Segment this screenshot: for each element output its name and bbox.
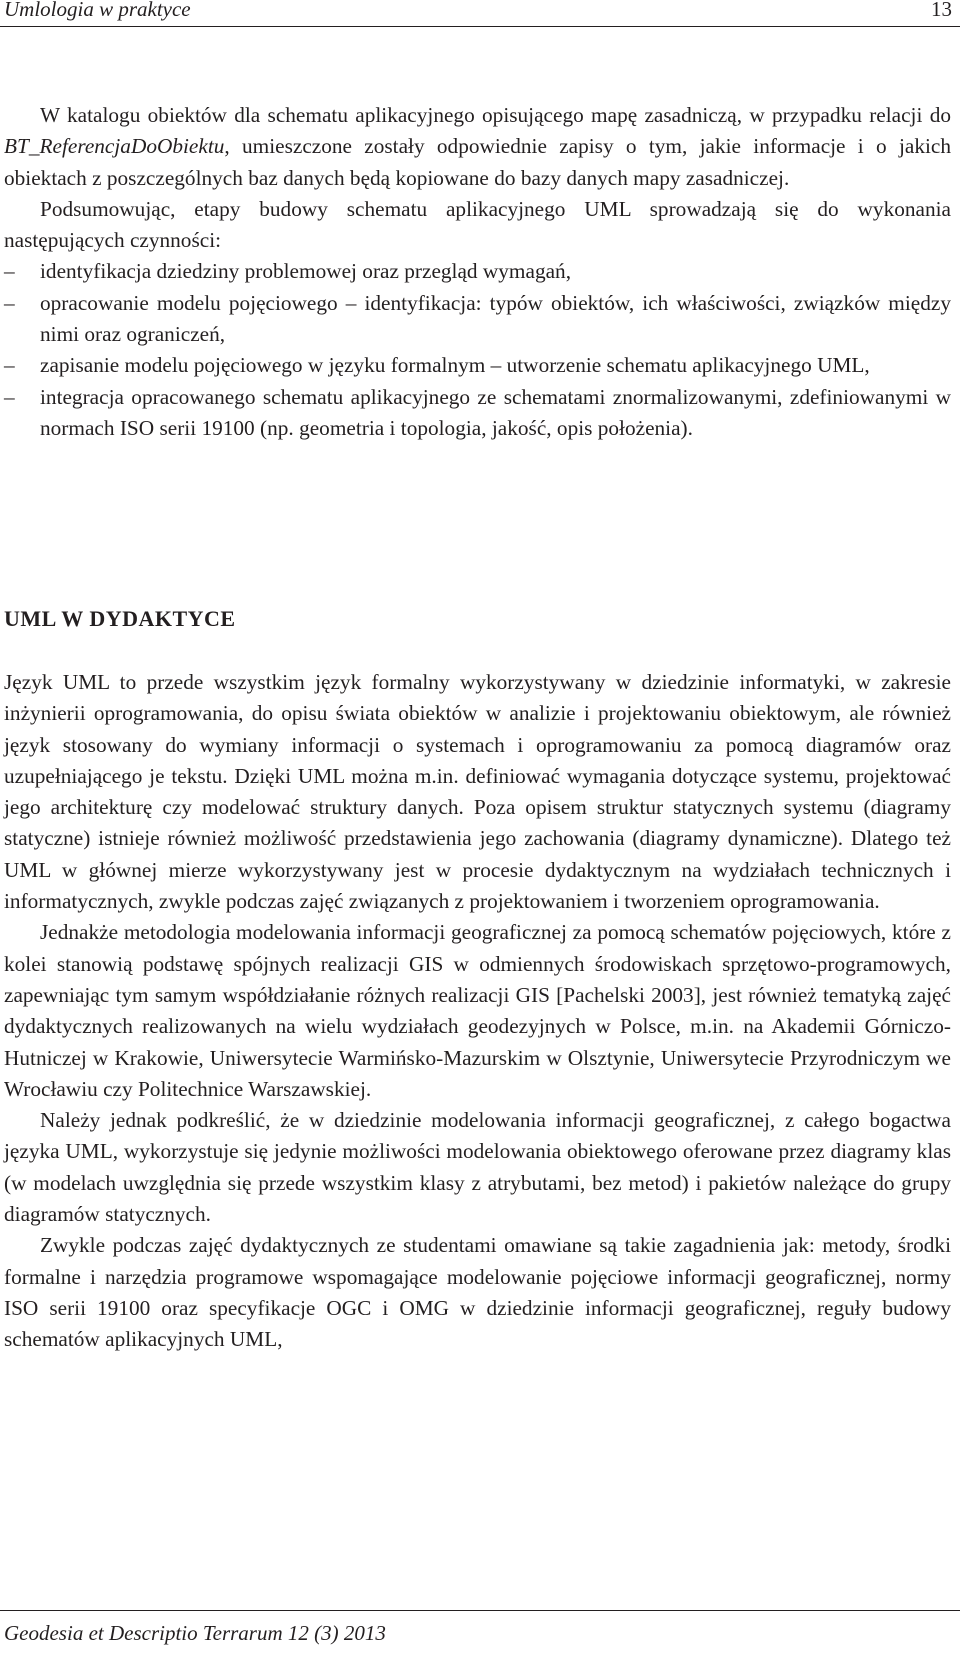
list-item bbox=[4, 350, 951, 381]
list-item bbox=[4, 382, 951, 445]
list-item-text: opracowanie modelu pojęciowego – identyfikacja: typów obiektów, ich właściwości, związków między nimi oraz ograniczeń, bbox=[40, 290, 951, 347]
intro-paragraph-1 bbox=[4, 100, 951, 194]
running-title: Umlologia w praktyce bbox=[4, 0, 191, 21]
page-number: 13 bbox=[931, 0, 952, 21]
section-paragraph-3: Należy jednak podkreślić, że w dziedzinie modelowania informacji geograficznej, z całego bogactwa języka UML, wykorzystuje się jedynie możliwości modelowania obiektowego oferowane przez diagramy klas (w modelach uwzględnia się przede wszystkim klasy z atrybutami, bez metod) i pakietów należące do grupy diagramów statycznych. bbox=[4, 1108, 951, 1227]
dash-marker: – bbox=[4, 290, 15, 315]
running-footer bbox=[0, 1610, 960, 1645]
list-item-text: integracja opracowanego schematu aplikacyjnego ze schematami znormalizowanymi, zdefiniowanymi w normach ISO serii 19100 (np. geometria i topologia, jakość, opis położenia). bbox=[40, 384, 951, 440]
dash-marker: – bbox=[4, 384, 15, 409]
dash-marker: – bbox=[4, 353, 15, 378]
relation-name: BT_ReferencjaDoObiektu bbox=[4, 134, 225, 159]
list-item-text: identyfikacja dziedziny problemowej oraz przegląd wymagań, bbox=[40, 259, 572, 284]
section-paragraph-2: Jednakże metodologia modelowania informacji geograficznej za pomocą schematów pojęciowych, które z kolei stanowią podstawę spójnych realizacji GIS w odmiennych środowiskach sprzętowo-programowych, zapewniając tym samym współdziałanie różnych realizacji GIS [Pachelski 2003], jest również tematyką zajęć dydaktycznych realizowanych na wielu wydziałach geodezyjnych w Polsce, m.in. na Akademii Górniczo-Hutniczej w Krakowie, Uniwersytecie Warmińsko-Mazurskim w Olsztynie, Uniwersytecie Przyrodniczym we Wrocławiu czy Politechnice Warszawskiej. bbox=[4, 920, 951, 1101]
section-paragraph-4: Zwykle podczas zajęć dydaktycznych ze studentami omawiane są takie zagadnienia jak: metody, środki formalne i narzędzia programowe wspomagające modelowanie pojęciowe informacji geograficznej, normy ISO serii 19100 oraz specyfikacje OGC i OMG w dziedzinie informacji geograficznej, reguły budowy schematów aplikacyjnych UML, bbox=[4, 1233, 951, 1352]
list-item bbox=[4, 288, 951, 351]
dash-marker: – bbox=[4, 259, 15, 284]
section-heading: UML W DYDAKTYCE bbox=[4, 606, 236, 631]
list-item bbox=[4, 256, 951, 287]
intro-paragraph-1-start: W katalogu obiektów dla schematu aplikacyjnego opisującego mapę zasadniczą, w przypadku relacji do bbox=[40, 103, 951, 127]
section-paragraph-1: Język UML to przede wszystkim język formalny wykorzystywany w dziedzinie informatyki, w zakresie inżynierii oprogramowania, do opisu świata obiektów w analizie i projektowaniu obiektowym, ale również język stosowany do wymiany informacji o systemach i oprogramowaniu za pomocą diagramów oraz uzupełniającego je tekstu. Dzięki UML można m.in. definiować wymagania dotyczące systemu, projektować jego architekturę czy modelować struktury danych. Poza opisem struktur statycznych systemu (diagramy statyczne) istnieje również możliwość przedstawienia jego zachowania (diagramy dynamiczne). Dlatego też UML w głównej mierze wykorzystywany jest w procesie dydaktycznym na wydziałach technicznych i informatycznych, zwykle podczas zajęć związanych z projektowaniem i tworzeniem oprogramowania. bbox=[4, 670, 951, 914]
intro-block bbox=[4, 100, 951, 444]
intro-paragraph-2: Podsumowując, etapy budowy schematu aplikacyjnego UML sprowadzają się do wykonania następujących czynności: bbox=[4, 196, 951, 253]
section-body bbox=[4, 667, 951, 1356]
steps-list bbox=[4, 256, 951, 444]
intro-paragraph-1-end: , umieszczone zostały odpowiednie zapisy o tym, jakie informacje i o jakich obiektach z poszczególnych baz danych będą kopiowane do bazy danych mapy zasadniczej. bbox=[4, 134, 951, 190]
journal-citation: Geodesia et Descriptio Terrarum 12 (3) 2013 bbox=[4, 1621, 386, 1645]
list-item-text: zapisanie modelu pojęciowego w języku formalnym – utworzenie schematu aplikacyjnego UML, bbox=[40, 353, 870, 378]
running-header bbox=[0, 0, 960, 27]
